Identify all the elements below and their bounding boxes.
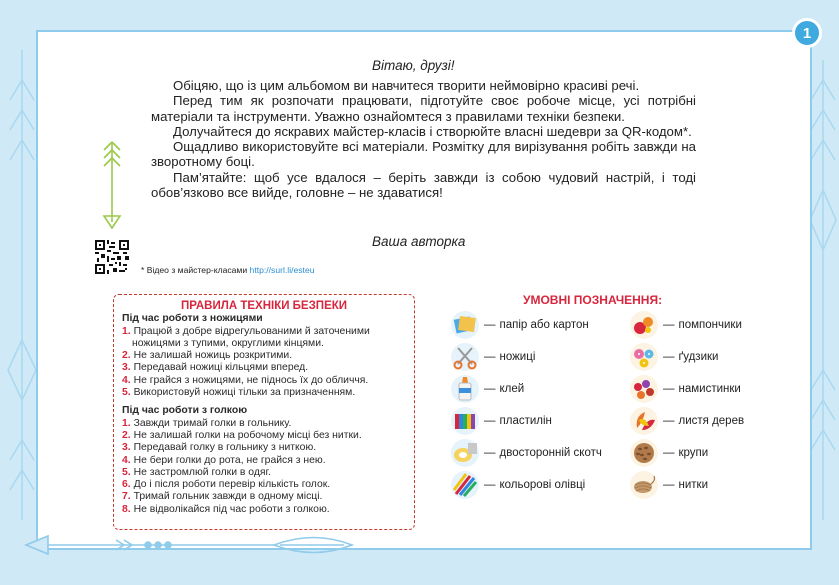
legend-label: листя дерев — [678, 415, 745, 427]
rule-text: Не залишай ножиць розкритими. — [133, 350, 293, 362]
intro-paragraph: Перед тим як розпочати працювати, підготуйте своє робоче місце, усі потрібні матеріали та інструменти. Уважно ознайомтеся з правилами техніки безпеки. — [151, 93, 696, 124]
legend-label: кольорові олівці — [499, 479, 586, 491]
legend-item-plasticine — [450, 406, 552, 436]
rule-number: 2. — [122, 429, 131, 441]
rule-text: Тримай гольник завжди в одному місці. — [133, 491, 323, 503]
grains-icon — [629, 438, 659, 468]
needle-rules-heading: Під час роботи з голкою — [122, 405, 248, 417]
needle-rule — [122, 418, 406, 430]
rule-text: Не залишай голки на робочому місці без нитки. — [133, 429, 362, 441]
legend-item-paper — [450, 310, 589, 340]
scissors-icon — [450, 342, 480, 372]
buttons-icon — [629, 342, 659, 372]
rule-text: Не грайся з ножицями, не піднось їх до обличчя. — [133, 374, 369, 386]
pompom-icon — [629, 310, 659, 340]
rule-text: Не застромлюй голки в одяг. — [133, 466, 271, 478]
scissors-rule — [122, 326, 406, 351]
scissors-rules-heading: Під час роботи з ножицями — [122, 313, 263, 325]
rule-text: Використовуй ножиці тільки за призначенням. — [133, 387, 356, 399]
legend-item-threads — [629, 470, 708, 500]
pencils-icon — [450, 470, 480, 500]
intro-paragraph: Долучайтеся до яскравих майстер-класів і створюйте власні шедеври за QR-кодом*. — [173, 123, 692, 139]
needle-rule — [122, 455, 406, 467]
rule-number: 3. — [122, 442, 131, 454]
rule-number: 8. — [122, 503, 131, 515]
intro-paragraph: Пам’ятайте: щоб усе вдалося – беріть завжди із собою чудовий настрій, і тоді обов’язково все вийде, головне – не здаватися! — [151, 169, 696, 201]
legend-item-beads — [629, 374, 741, 404]
legend-label: нитки — [678, 479, 708, 491]
legend-dash: — — [663, 351, 675, 363]
legend-dash: — — [663, 319, 675, 331]
feather-ornament-left-icon — [4, 40, 40, 530]
legend-label: папір або картон — [499, 319, 589, 331]
greeting: Вітаю, друзі! — [372, 58, 455, 73]
legend-label: двосторонній скотч — [499, 447, 602, 459]
rule-number: 3. — [122, 362, 131, 374]
rule-text: Працюй з добре відрегульованими й заточеними ножицями з тупими, округлими кінцями. — [132, 325, 370, 349]
rule-number: 2. — [122, 350, 131, 362]
legend-dash: — — [484, 415, 496, 427]
page-number-badge: 1 — [792, 18, 822, 48]
rule-text: До і після роботи перевір кількість голок. — [133, 479, 331, 491]
legend-dash: — — [663, 479, 675, 491]
rule-text: Завжди тримай голки в гольнику. — [133, 417, 292, 429]
arrow-ornament-bottom-icon — [24, 532, 354, 558]
tape-icon — [450, 438, 480, 468]
rule-number: 5. — [122, 466, 131, 478]
legend-dash: — — [663, 447, 675, 459]
needle-rule — [122, 430, 406, 442]
threads-icon — [629, 470, 659, 500]
legend-item-pompom — [629, 310, 742, 340]
legend-dash: — — [484, 447, 496, 459]
legend-label: пластилін — [499, 415, 552, 427]
legend-label: помпончики — [678, 319, 742, 331]
needle-rule — [122, 479, 406, 491]
rule-text: Не бери голки до рота, не грайся з нею. — [133, 454, 326, 466]
scissors-rule — [122, 375, 406, 387]
scissors-rule — [122, 387, 406, 399]
legend-label: ґудзики — [678, 351, 719, 363]
legend-item-grains — [629, 438, 708, 468]
legend-item-buttons — [629, 342, 718, 372]
legend-dash: — — [484, 383, 496, 395]
rule-text: Передавай голку в гольнику з ниткою. — [133, 442, 317, 454]
needle-rule — [122, 504, 406, 516]
legend-item-leaves — [629, 406, 744, 436]
legend-dash: — — [484, 479, 496, 491]
scissors-rule — [122, 350, 406, 362]
legend-label: ножиці — [499, 351, 536, 363]
rule-number: 5. — [122, 387, 131, 399]
rule-text: Передавай ножиці кільцями вперед. — [133, 362, 309, 374]
legend-dash: — — [663, 415, 675, 427]
rule-number: 7. — [122, 491, 131, 503]
beads-icon — [629, 374, 659, 404]
scissors-rule — [122, 362, 406, 374]
legend-label: клей — [499, 383, 525, 395]
intro-paragraph: Обіцяю, що із цим альбомом ви навчитеся творити неймовірно красиві речі. — [173, 78, 640, 93]
safety-rules-box — [113, 294, 415, 530]
legend-dash: — — [484, 319, 496, 331]
needle-rule — [122, 442, 406, 454]
rule-number: 1. — [122, 417, 131, 429]
intro-paragraph: Ощадливо використовуйте всі матеріали. Розмітку для вирізування робіть завжди на зворотному боці. — [151, 139, 696, 170]
legend-item-tape — [450, 438, 602, 468]
legend-item-glue — [450, 374, 524, 404]
video-note — [141, 265, 315, 275]
plasticine-icon — [450, 406, 480, 436]
video-note-text: * Відео з майстер-класами — [141, 265, 248, 275]
needle-rule — [122, 491, 406, 503]
green-arrow-ornament-icon — [101, 140, 123, 230]
legend-label: намистинки — [678, 383, 741, 395]
rule-number: 6. — [122, 479, 131, 491]
rule-number: 4. — [122, 454, 131, 466]
author-signature: Ваша авторка — [372, 234, 466, 249]
safety-rules-title: ПРАВИЛА ТЕХНІКИ БЕЗПЕКИ — [180, 300, 348, 312]
rule-text: Не відволікайся під час роботи з голкою. — [133, 503, 330, 515]
legend-dash: — — [484, 351, 496, 363]
legend-item-pencils — [450, 470, 585, 500]
rule-number: 4. — [122, 374, 131, 386]
paper-icon — [450, 310, 480, 340]
glue-icon — [450, 374, 480, 404]
rule-number: 1. — [122, 325, 131, 337]
legend-dash: — — [663, 383, 675, 395]
video-link[interactable]: http://surl.li/esteu — [249, 265, 315, 275]
needle-rule — [122, 467, 406, 479]
legend-title: УМОВНІ ПОЗНАЧЕННЯ: — [523, 293, 663, 307]
qr-code-icon[interactable] — [95, 240, 129, 274]
legend-label: крупи — [678, 447, 709, 459]
legend-item-scissors — [450, 342, 535, 372]
intro-text — [151, 78, 696, 200]
leaves-icon — [629, 406, 659, 436]
